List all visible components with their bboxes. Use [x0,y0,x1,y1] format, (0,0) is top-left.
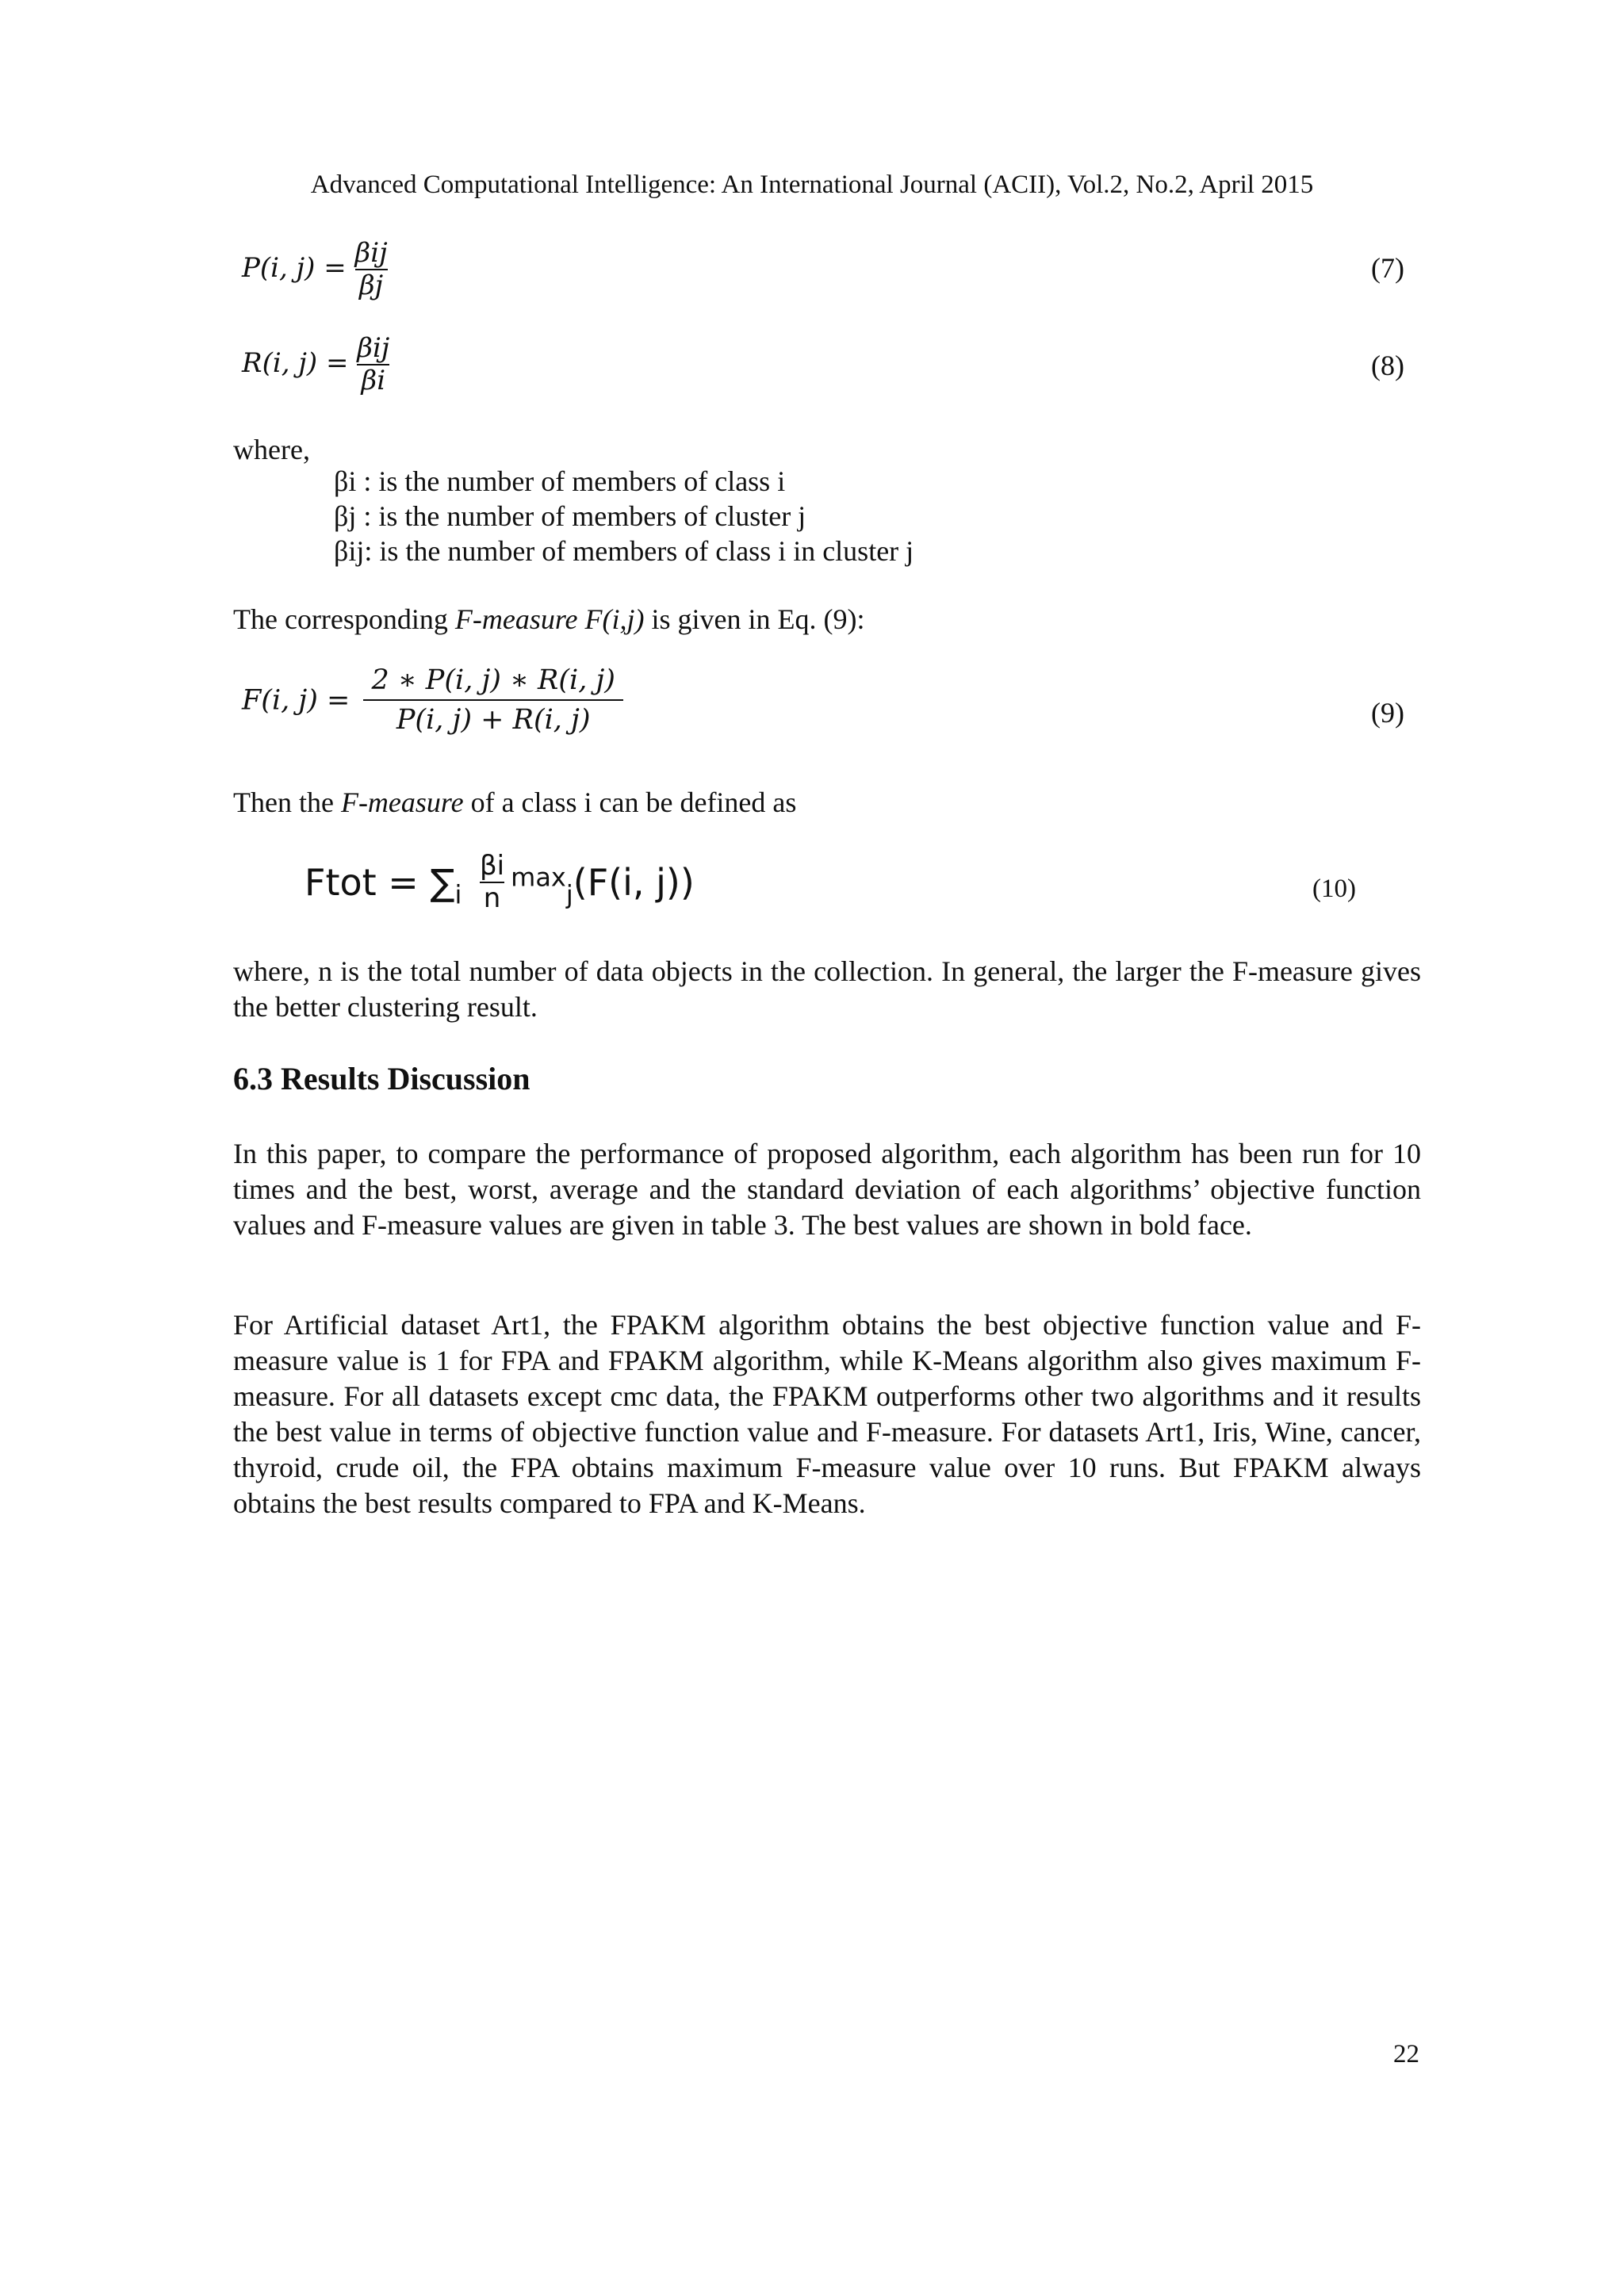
equation-8-denominator: βi [361,365,386,397]
class-fmeasure-intro [233,785,1421,821]
equation-7-lhs: P(i, j) = [242,252,347,285]
equation-9 [242,664,623,737]
intro-text: The corresponding [233,603,455,635]
definition-item: βj : is the number of members of cluster j [334,500,806,532]
equation-10-numerator: βi [479,850,505,882]
sum-index: i [454,879,462,910]
intro-text: of a class i can be defined as [463,786,797,818]
intro-text: is given in Eq. (9): [644,603,865,635]
page-number: 22 [1393,2040,1419,2068]
max-operator: max [511,862,566,893]
where-label: where, [233,434,310,465]
equation-9-denominator: P(i, j) + R(i, j) [396,704,591,737]
equation-7-fraction [355,238,388,301]
fmeasure-intro [233,602,1421,637]
max-index: j [565,879,573,910]
equation-10-argument: (F(i, j)) [573,861,695,905]
definition-list [334,464,914,568]
equation-9-numerator: 2 ∗ P(i, j) ∗ R(i, j) [371,664,615,696]
paragraph-art1: For Artificial dataset Art1, the FPAKM algorithm obtains the best objective function value and F-measure value is 1 for FPA and FPAKM algorithm, while K-Means algorithm also gives maximum F-measure. For all datasets except cmc data, the FPAKM outperforms other two algorithms and it results the best value in terms of objective function value and F-measure. For datasets Art1, Iris, Wine, cancer, thyroid, crude oil, the FPA obtains maximum F-measure value over 10 runs. But FPAKM always obtains the best results compared to FPA and K-Means. [233,1309,1421,1519]
equation-10-number: (10) [1312,874,1356,903]
equation-9-fraction [363,664,622,737]
equation-10-lhs: Ftot = [304,861,431,905]
equation-8-numerator: βij [357,332,390,364]
running-header: Advanced Computational Intelligence: An International Journal (ACII), Vol.2, No.2, April 2015 [310,170,1314,199]
equation-8-fraction [357,333,389,396]
equation-7-numerator: βij [354,237,388,269]
equation-7 [242,238,388,301]
definition-item: βij: is the number of members of class i in cluster j [334,535,914,567]
paragraph-n-definition: where, n is the total number of data objects in the collection. In general, the larger the F-measure gives the better clustering result. [233,955,1421,1023]
equation-7-denominator: βj [358,270,384,302]
equation-10-denominator: n [483,882,501,915]
equation-8-lhs: R(i, j) = [242,347,349,380]
equation-10 [304,851,695,914]
intro-term: F-measure F(i,j) [454,603,645,635]
paragraph-results: In this paper, to compare the performance of proposed algorithm, each algorithm has been run for 10 times and the best, worst, average and the standard deviation of each algorithms’ objective function values and F-measure values are given in table 3. The best values are shown in bold face. [233,1138,1421,1241]
intro-term: F-measure [340,786,464,818]
equation-9-number: (9) [1371,697,1404,729]
intro-text: Then the [233,786,341,818]
equation-9-lhs: F(i, j) = [242,684,350,717]
equation-8-number: (8) [1371,350,1404,381]
equation-8 [242,333,389,396]
equation-10-fraction [480,851,504,914]
sum-symbol: ∑ [430,861,455,905]
section-heading: 6.3 Results Discussion [233,1061,530,1096]
definition-item: βi : is the number of members of class i [334,465,786,497]
equation-7-number: (7) [1371,252,1404,284]
